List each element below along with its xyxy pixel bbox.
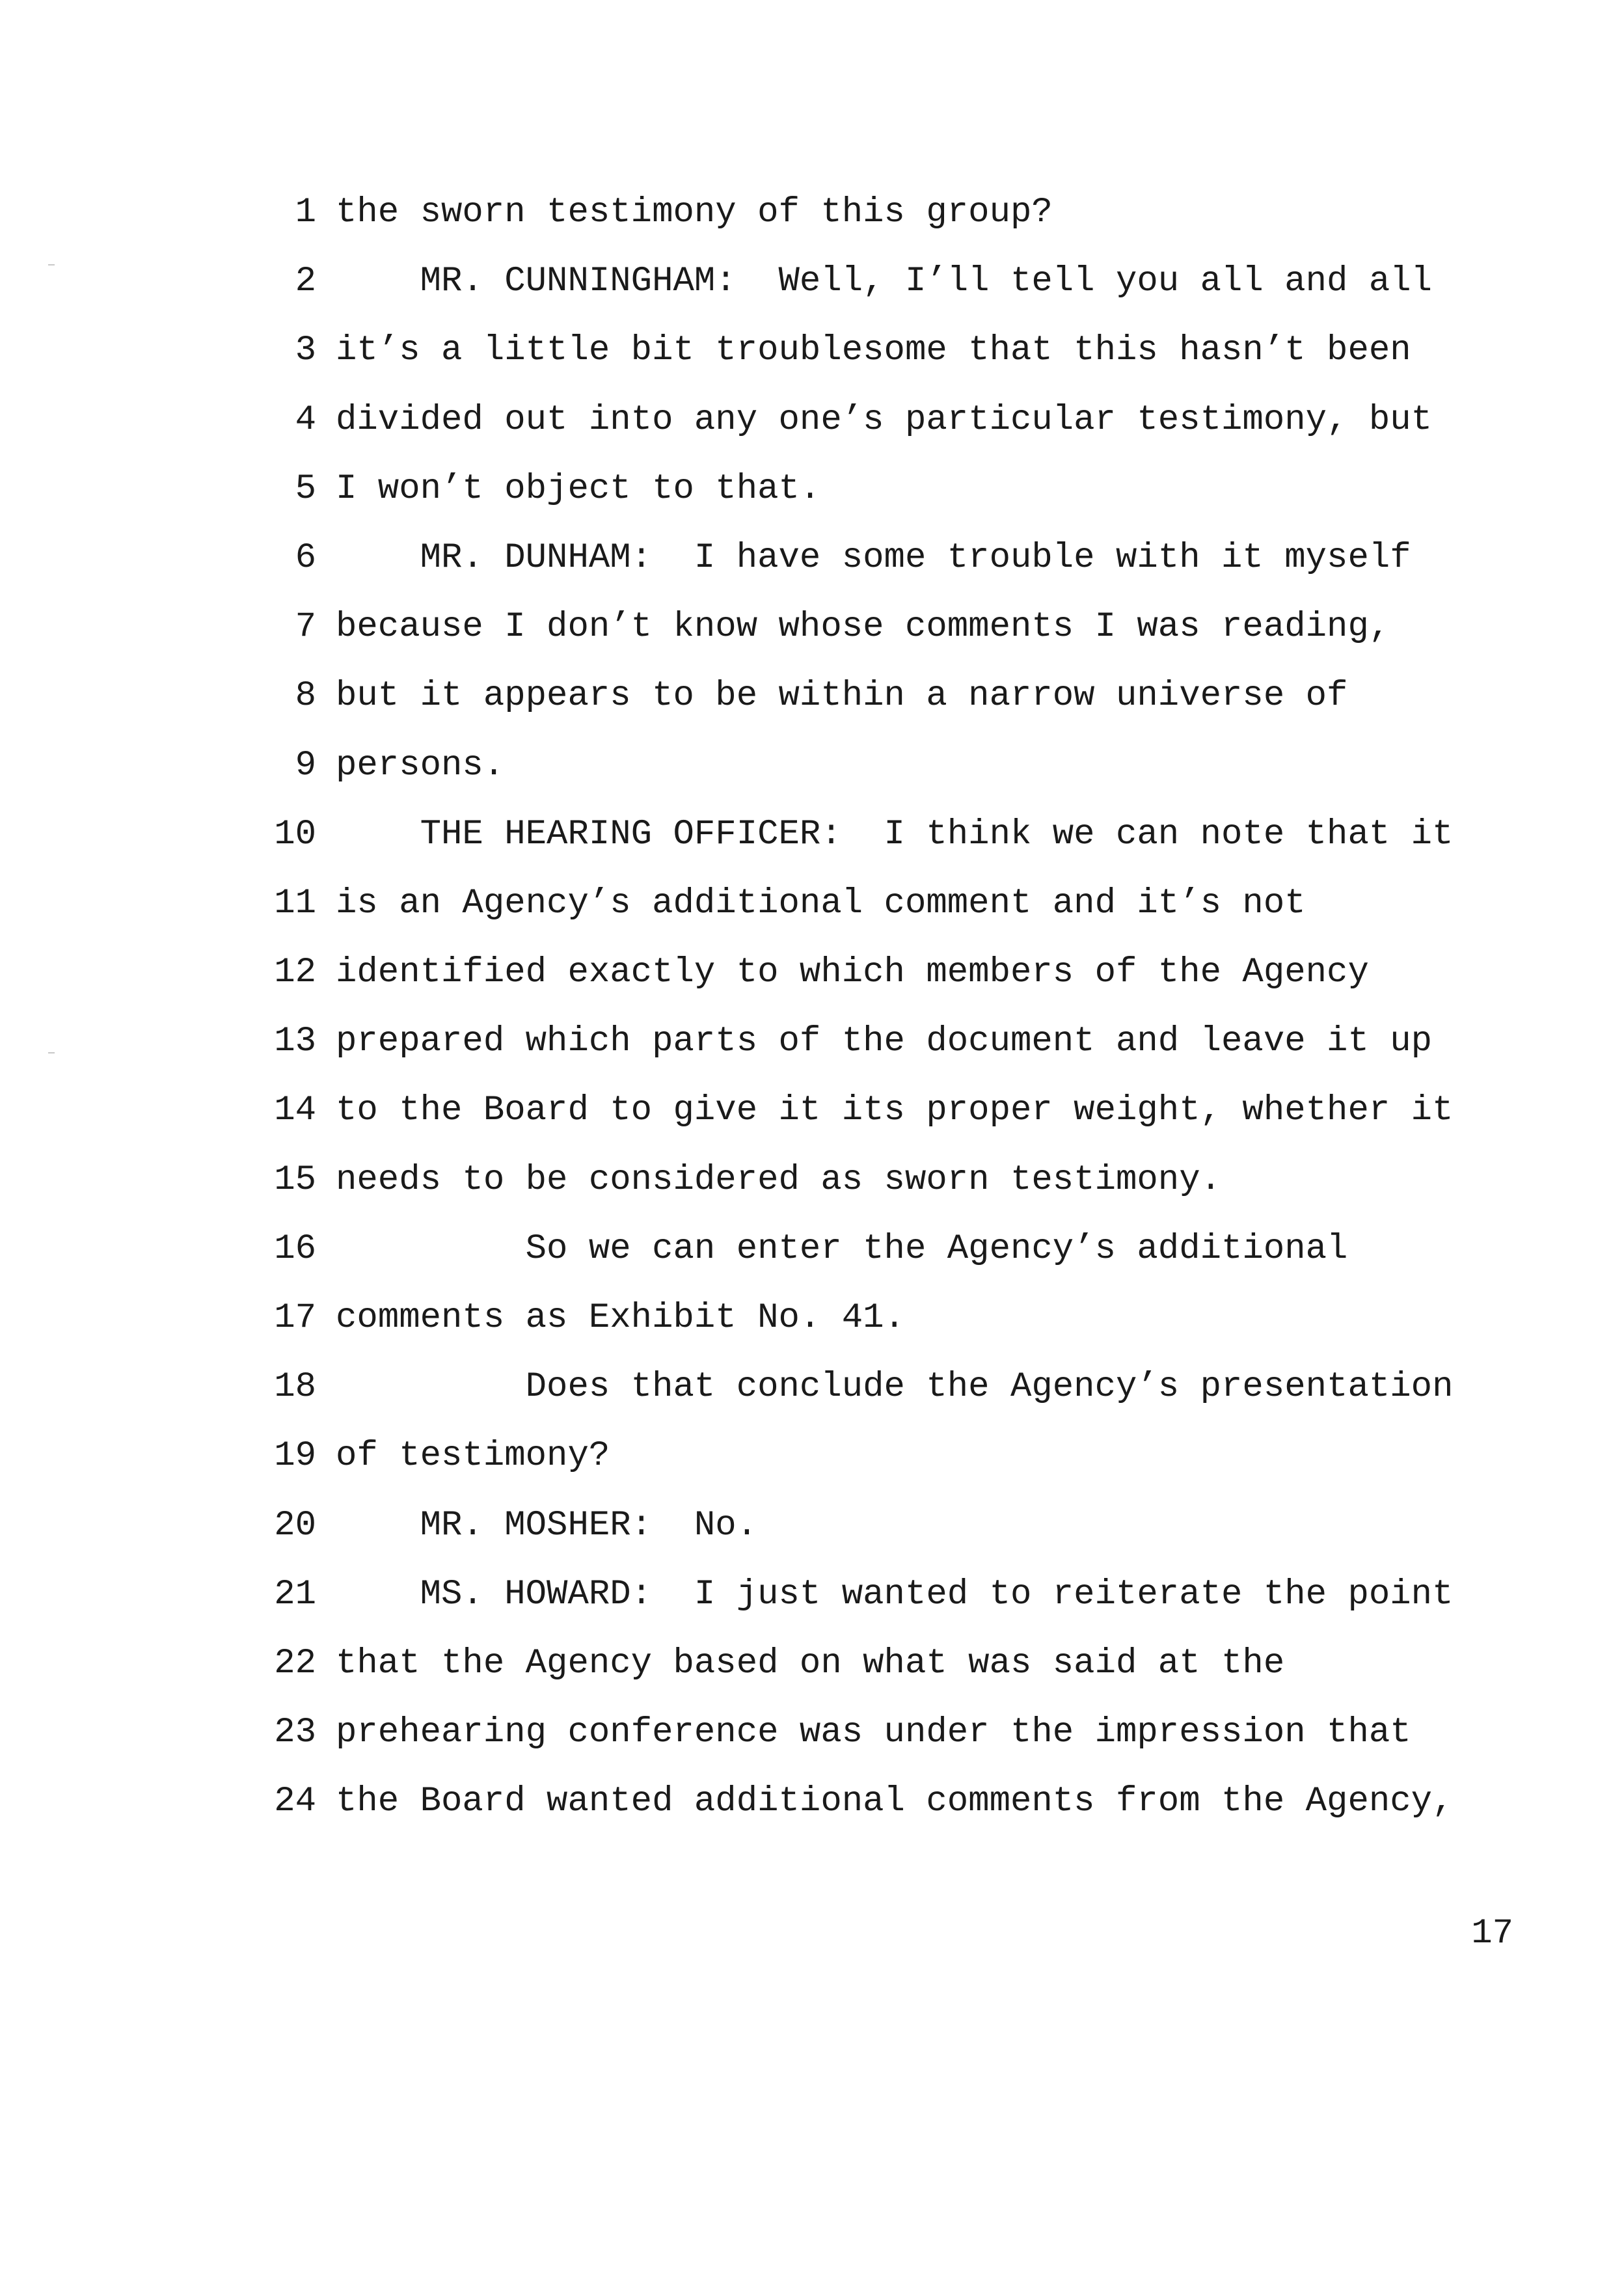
line-number: 11 [274,883,316,923]
line-text: MR. DUNHAM: I have some trouble with it myself [336,537,1411,578]
line-text: the sworn testimony of this group? [336,193,1053,232]
transcript-line [0,673,1624,742]
line-number: 1 [295,193,316,232]
line-text: prehearing conference was under the impression that [336,1713,1411,1753]
line-number: 4 [295,400,316,440]
line-number: 5 [295,469,316,509]
transcript-line [0,1778,1624,1847]
line-text: comments as Exhibit No. 41. [336,1298,905,1338]
line-number: 7 [295,607,316,647]
transcript-line [0,1018,1624,1087]
transcript-line [0,1502,1624,1571]
line-text: of testimony? [336,1436,610,1476]
line-number: 10 [274,814,316,854]
line-text: the Board wanted additional comments from the Agency, [336,1782,1454,1822]
transcript-line [0,1364,1624,1433]
line-number: 6 [295,537,316,578]
transcript-line [0,811,1624,880]
line-text: THE HEARING OFFICER: I think we can note that it [336,814,1454,854]
line-number: 22 [274,1643,316,1683]
line-text: MR. CUNNINGHAM: Well, I’ll tell you all and all [336,262,1433,302]
transcript-line [0,1087,1624,1156]
transcript-line [0,327,1624,396]
transcript-line [0,1295,1624,1364]
transcript-line [0,604,1624,673]
line-text: persons. [336,745,505,785]
line-text: divided out into any one’s particular testimony, but [336,400,1433,440]
transcript-line [0,1157,1624,1226]
transcript-line [0,742,1624,811]
transcript-line [0,1226,1624,1295]
line-number: 15 [274,1160,316,1200]
transcript-line [0,397,1624,466]
line-number: 9 [295,745,316,785]
line-number: 13 [274,1022,316,1062]
transcript-line [0,466,1624,535]
page-number: 17 [1471,1914,1513,1953]
line-text: prepared which parts of the document and leave it up [336,1022,1433,1062]
line-text: but it appears to be within a narrow universe of [336,676,1348,716]
line-number: 20 [274,1505,316,1545]
line-number: 2 [295,262,316,302]
line-number: 16 [274,1229,316,1269]
transcript-line [0,1571,1624,1640]
line-text: I won’t object to that. [336,469,821,509]
line-text: MR. MOSHER: No. [336,1505,758,1545]
transcript-line [0,1709,1624,1778]
line-number: 12 [274,953,316,993]
line-text: that the Agency based on what was said at the [336,1643,1285,1683]
line-text: it’s a little bit troublesome that this hasn’t been [336,331,1411,371]
transcript-line [0,880,1624,949]
line-number: 21 [274,1574,316,1614]
line-text: needs to be considered as sworn testimony. [336,1160,1222,1200]
transcript-line [0,949,1624,1018]
line-number: 24 [274,1782,316,1822]
line-number: 23 [274,1713,316,1753]
line-text: Does that conclude the Agency’s presentation [336,1367,1454,1407]
line-text: because I don’t know whose comments I was reading, [336,607,1390,647]
line-text: to the Board to give it its proper weight, whether it [336,1091,1454,1131]
transcript-line [0,1640,1624,1709]
transcript-line [0,258,1624,327]
transcript-line [0,1433,1624,1502]
transcript-line [0,189,1624,258]
transcript-body [0,189,1624,1848]
line-number: 8 [295,676,316,716]
line-number: 18 [274,1367,316,1407]
line-text: is an Agency’s additional comment and it’s not [336,883,1306,923]
line-text: So we can enter the Agency’s additional [336,1229,1348,1269]
line-text: MS. HOWARD: I just wanted to reiterate the point [336,1574,1454,1614]
line-text: identified exactly to which members of the Agency [336,953,1369,993]
line-number: 14 [274,1091,316,1131]
line-number: 19 [274,1436,316,1476]
transcript-line [0,535,1624,604]
line-number: 3 [295,331,316,371]
line-number: 17 [274,1298,316,1338]
